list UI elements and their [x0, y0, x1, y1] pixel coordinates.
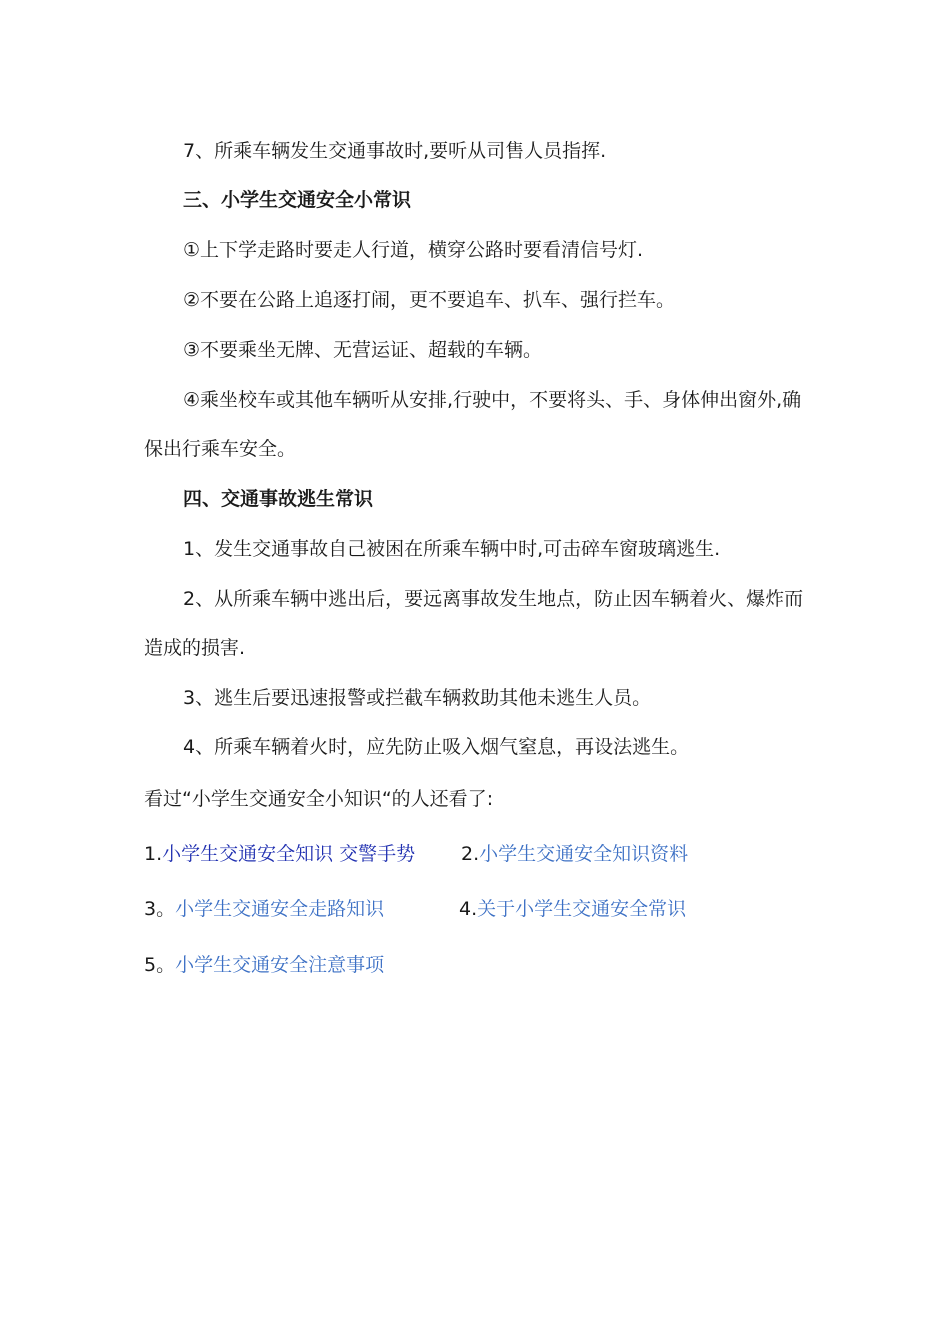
section3-item-3: ③不要乘坐无牌、无营运证、超载的车辆。 [183, 339, 543, 361]
section3-item-2: ②不要在公路上追逐打闹，更不要追车、扒车、强行拦车。 [183, 289, 676, 311]
related-intro: 看过“小学生交通安全小知识“的人还看了: [144, 788, 494, 810]
related-link-3-text[interactable]: 小学生交通安全走路知识 [175, 898, 385, 920]
related-link-2[interactable] [461, 841, 688, 867]
related-link-4[interactable] [459, 896, 686, 922]
related-link-3-number: 3。 [144, 898, 176, 920]
related-link-3[interactable] [144, 896, 384, 922]
related-link-1-text[interactable]: 小学生交通安全知识 交警手势 [162, 843, 416, 865]
section4-item-1: 1、发生交通事故自己被困在所乘车辆中时,可击碎车窗玻璃逃生. [183, 538, 721, 560]
related-link-1-number: 1. [144, 843, 163, 865]
related-link-5-text[interactable]: 小学生交通安全注意事项 [175, 954, 385, 976]
section3-heading: 三、小学生交通安全小常识 [183, 189, 412, 211]
section4-heading: 四、交通事故逃生常识 [183, 488, 374, 510]
section4-item-2: 2、从所乘车辆中逃出后，要远离事故发生地点，防止因车辆着火、爆炸而 [183, 588, 804, 610]
related-link-2-text[interactable]: 小学生交通安全知识资料 [479, 843, 689, 865]
section4-item-4: 4、所乘车辆着火时，应先防止吸入烟气窒息，再设法逃生。 [183, 736, 690, 758]
related-link-5[interactable] [144, 952, 384, 978]
related-link-5-number: 5。 [144, 954, 176, 976]
related-link-4-number: 4. [459, 898, 478, 920]
related-link-4-text[interactable]: 关于小学生交通安全常识 [477, 898, 687, 920]
transit-item-7: 7、所乘车辆发生交通事故时,要听从司售人员指挥. [183, 140, 607, 162]
section4-item-3: 3、逃生后要迅速报警或拦截车辆救助其他未逃生人员。 [183, 687, 652, 709]
related-link-1[interactable] [144, 841, 415, 867]
section3-item-4: ④乘坐校车或其他车辆听从安排,行驶中，不要将头、手、身体伸出窗外,确 [183, 389, 802, 411]
related-link-2-number: 2. [461, 843, 480, 865]
section3-item-1: ①上下学走路时要走人行道，横穿公路时要看清信号灯. [183, 239, 644, 261]
section3-item-4-continued: 保出行乘车安全。 [144, 438, 297, 460]
section4-item-2-continued: 造成的损害. [144, 637, 246, 659]
